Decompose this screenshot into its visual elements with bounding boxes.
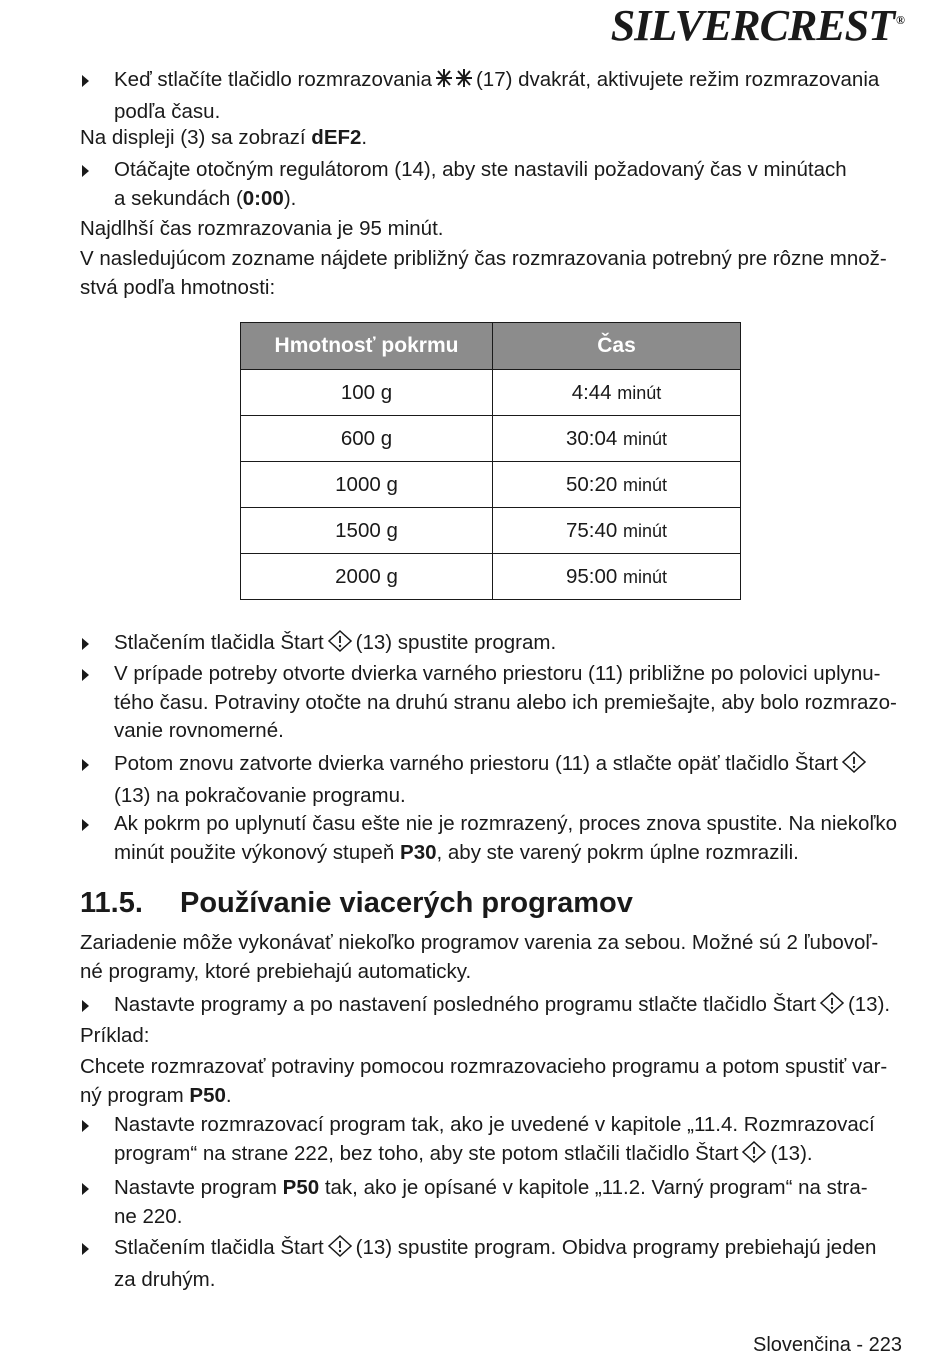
bullet-open-door: V prípade potreby otvorte dvierka varného priestoru (11) približne po polovici uplynu- tého času. Potraviny otočte na druhú stranu alebo ich premiešajte, aby bolo rozmrazo- vanie rovnomerné.: [80, 660, 936, 746]
bullet-set-time: Otáčajte otočným regulátorom (14), aby ste nastavili požadovaný čas v minútach a sekundách (0:00).: [80, 156, 936, 213]
table-header-row: [241, 323, 741, 370]
start-button-icon: [742, 1141, 766, 1172]
bullet-set-programs: Nastavte programy a po nastavení posledného programu stlačte tlačidlo Štart (13).: [80, 991, 936, 1023]
start-button-icon: [842, 751, 866, 782]
weight-cell: 600 g: [241, 416, 493, 462]
weight-cell: 2000 g: [241, 554, 493, 600]
section-paragraph: Zariadenie môže vykonávať niekoľko programov varenia za sebou. Možné sú 2 ľubovoľ- né programy, ktoré prebiehajú automaticky.: [80, 931, 879, 983]
table-row: [241, 462, 741, 508]
time-cell: 4:44 minút: [493, 370, 741, 416]
bullet-start-both: Stlačením tlačidla Štart (13) spustite program. Obidva programy prebiehajú jeden za druhým.: [80, 1234, 936, 1294]
table-row: [241, 416, 741, 462]
table-row: [241, 554, 741, 600]
section-title: Používanie viacerých programov: [180, 887, 633, 919]
page-footer: Slovenčina - 223: [753, 1334, 902, 1356]
max-defrost-time: Najdlhší čas rozmrazovania je 95 minút.: [80, 217, 444, 240]
start-button-icon: [820, 992, 844, 1023]
weight-cell: 1500 g: [241, 508, 493, 554]
time-cell: 95:00 minút: [493, 554, 741, 600]
bullet-start-program: Stlačením tlačidla Štart (13) spustite program.: [80, 629, 936, 661]
start-button-icon: [328, 630, 352, 661]
section-number: 11.5.: [80, 887, 143, 919]
bullet-not-defrosted: Ak pokrm po uplynutí času ešte nie je rozmrazený, proces znova spustite. Na niekoľko minút použite výkonový stupeň P30, aby ste varený pokrm úplne rozmrazili.: [80, 810, 936, 867]
time-cell: 30:04 minút: [493, 416, 741, 462]
time-cell: 50:20 minút: [493, 462, 741, 508]
example-label: Príklad:: [80, 1024, 150, 1047]
table-row: [241, 370, 741, 416]
brand-logo: SILVERCREST ®: [610, 1, 904, 50]
column-header-weight: Hmotnosť pokrmu: [241, 323, 493, 370]
defrost-time-table: [240, 322, 741, 600]
bullet-close-door: Potom znovu zatvorte dvierka varného priestoru (11) a stlačte opäť tlačidlo Štart (13) na pokračovanie programu.: [80, 750, 936, 810]
bullet-set-defrost: Nastavte rozmrazovací program tak, ako je uvedené v kapitole „11.4. Rozmrazovací program“ na strane 222, bez toho, aby ste potom stlačili tlačidlo Štart (13).: [80, 1111, 936, 1171]
table-row: [241, 508, 741, 554]
weight-cell: 100 g: [241, 370, 493, 416]
start-button-icon: [328, 1235, 352, 1266]
defrost-snowflake-icon: [436, 67, 472, 98]
section-heading: [80, 883, 633, 923]
bullet-defrost-time: Keď stlačíte tlačidlo rozmrazovania (17) dvakrát, aktivujete režim rozmrazovania podľa času.: [80, 66, 936, 126]
bullet-set-p50: Nastavte program P50 tak, ako je opísané v kapitole „11.2. Varný program“ na stra- ne 220.: [80, 1174, 936, 1231]
time-cell: 75:40 minút: [493, 508, 741, 554]
example-text: Chcete rozmrazovať potraviny pomocou rozmrazovacieho programu a potom spustiť var- ný program P50.: [80, 1055, 888, 1107]
column-header-time: Čas: [493, 323, 741, 370]
weight-cell: 1000 g: [241, 462, 493, 508]
table-intro: V nasledujúcom zozname nájdete približný čas rozmrazovania potrebný pre rôzne množ- stvá podľa hmotnosti:: [80, 247, 887, 299]
display-note: Na displeji (3) sa zobrazí dEF2.: [80, 126, 368, 149]
